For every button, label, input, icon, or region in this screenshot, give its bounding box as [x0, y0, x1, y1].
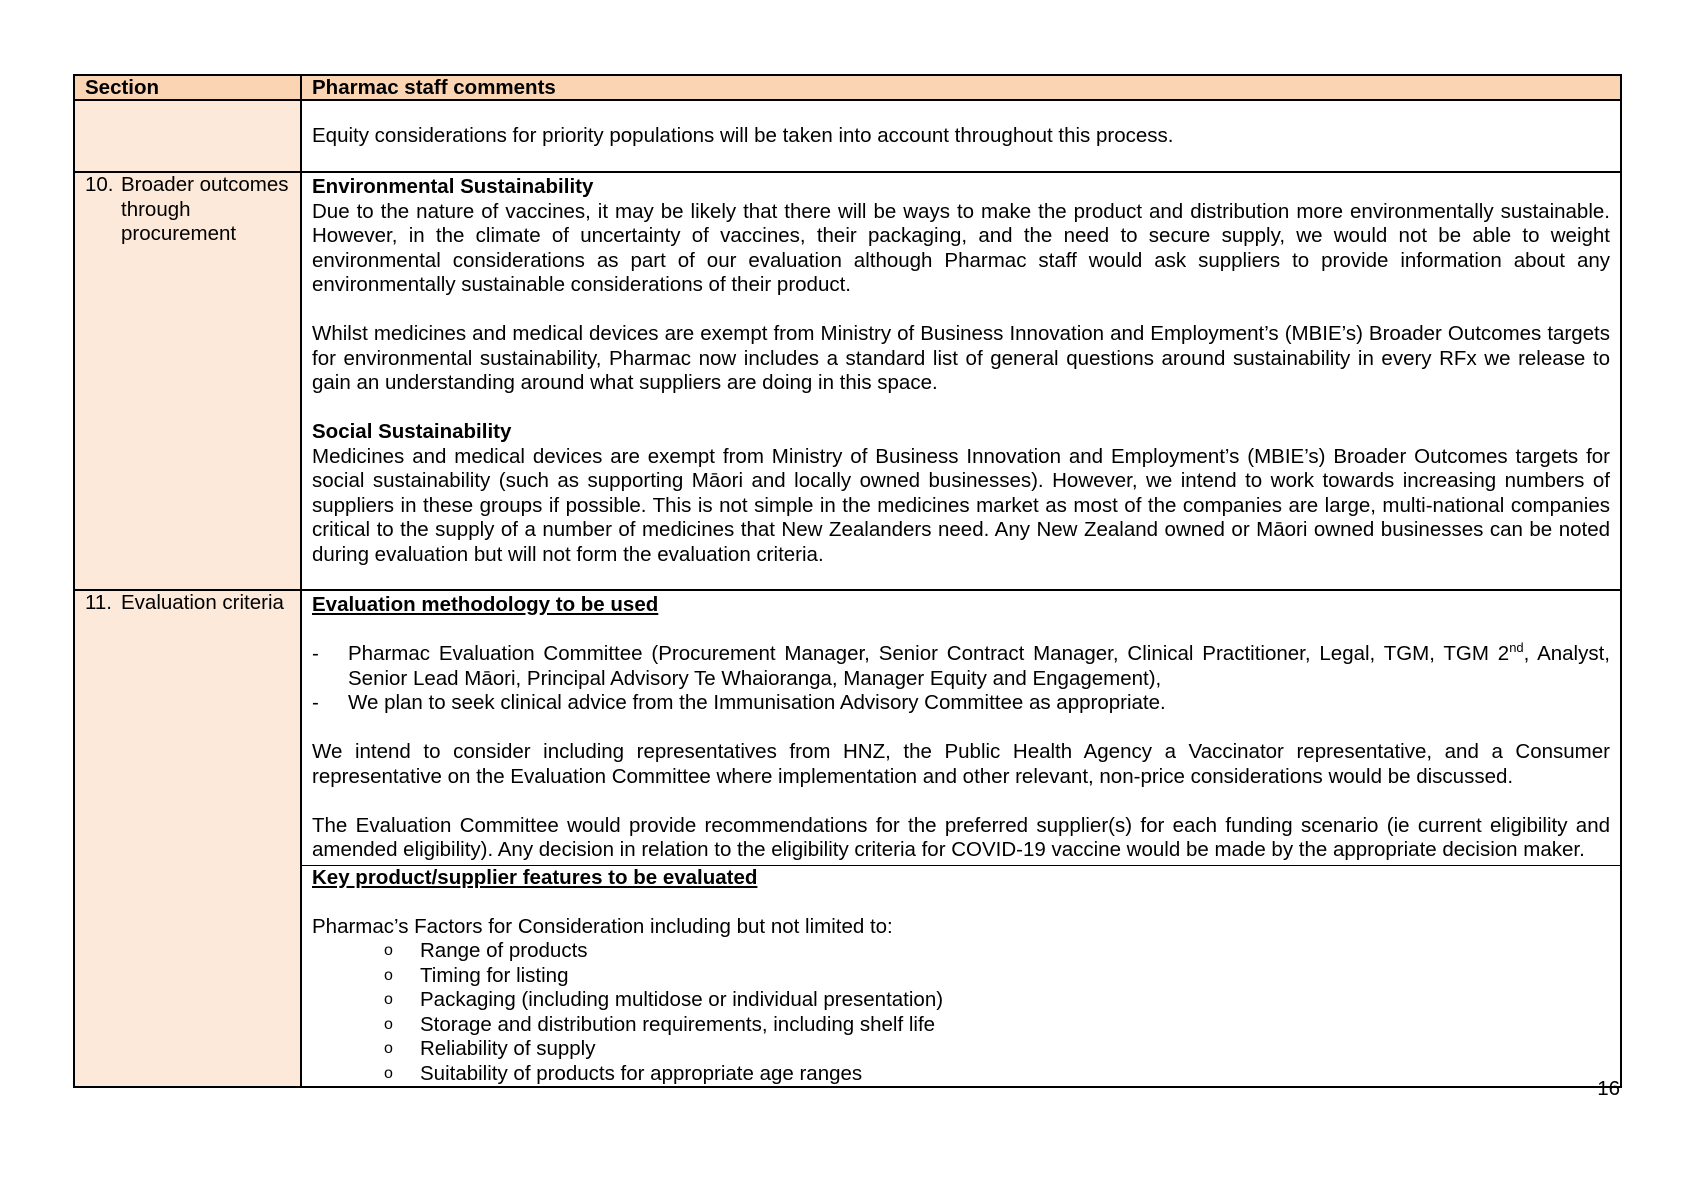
list-item — [384, 964, 1610, 989]
bullet-text: Pharmac Evaluation Committee (Procurement Manager, Senior Contract Manager, Clinical Practitioner, Legal, TGM, TGM 2 — [348, 642, 1510, 665]
features-list — [312, 939, 1610, 1086]
features-block — [302, 865, 1620, 1087]
section-cell-11 — [74, 590, 301, 1087]
env-paragraph-2: Whilst medicines and medical devices are exempt from Ministry of Business Innovation and Employment’s (MBIE’s) Broader Outcomes targets for environmental sustainability, Pharmac now includes a standard list of general questions around sustainability in every RFx we release to gain an understanding around what suppliers are doing in this space. — [312, 322, 1610, 394]
circle-bullet-icon: o — [384, 1040, 393, 1057]
header-section: Section — [74, 75, 301, 100]
features-intro: Pharmac’s Factors for Consideration including but not limited to: — [312, 914, 893, 938]
table-row-broader-outcomes — [74, 172, 1621, 590]
list-item — [312, 691, 1610, 716]
methodology-list — [312, 642, 1610, 716]
table-row-continuation — [74, 100, 1621, 172]
dash-bullet-icon: - — [312, 642, 319, 665]
comments-cell-continuation — [301, 100, 1621, 172]
comments-cell-10 — [301, 172, 1621, 590]
feature-text: Storage and distribution requirements, including shelf life — [420, 1012, 936, 1036]
circle-bullet-icon: o — [384, 942, 393, 959]
equity-text: Equity considerations for priority populations will be taken into account throughout this process. — [312, 123, 1174, 147]
methodology-heading: Evaluation methodology to be used — [312, 593, 659, 616]
section-number: 10. — [85, 173, 114, 196]
feature-text: Timing for listing — [420, 963, 569, 987]
circle-bullet-icon: o — [384, 966, 393, 984]
env-heading: Environmental Sustainability — [312, 175, 594, 198]
dash-bullet-icon: - — [312, 691, 319, 714]
list-item — [384, 1013, 1610, 1038]
list-item — [384, 1037, 1610, 1062]
table-header-row — [74, 75, 1621, 100]
list-item — [312, 642, 1610, 691]
methodology-block — [302, 591, 1620, 865]
table-row-evaluation-criteria — [74, 590, 1621, 1087]
env-paragraph-1: Due to the nature of vaccines, it may be likely that there will be ways to make the product and distribution more environmentally sustainable. However, in the climate of uncertainty of vaccines, their packaging, and the need to secure supply, we would not be able to weight environmental considerations as part of our evaluation although Pharmac staff would ask suppliers to provide information about any environmentally sustainable considerations of their product. — [312, 199, 1610, 296]
header-comments: Pharmac staff comments — [301, 75, 1621, 100]
circle-bullet-icon: o — [384, 1064, 393, 1082]
superscript: nd — [1509, 640, 1524, 656]
social-paragraph: Medicines and medical devices are exempt from Ministry of Business Innovation and Employment’s (MBIE’s) Broader Outcomes targets for social sustainability (such as supporting Māori and locally owned businesses). However, we intend to work towards increasing numbers of suppliers in these groups if possible. This is not simple in the medicines market as most of the companies are large, multi-national companies critical to the supply of a number of medicines that New Zealanders need. Any New Zealand owned or Māori owned businesses can be noted during evaluation but will not form the evaluation criteria. — [312, 444, 1610, 566]
feature-text: Packaging (including multidose or individual presentation) — [420, 988, 944, 1011]
bullet-text: , Analyst, Senior Lead Māori, Principal Advisory Te Whaioranga, Manager Equity and Engagement), — [348, 642, 1610, 690]
feature-text: Suitability of products for appropriate age ranges — [420, 1061, 863, 1085]
section-title: Evaluation criteria — [121, 591, 284, 614]
procurement-table — [73, 74, 1622, 1088]
feature-text: Range of products — [420, 939, 588, 962]
section-title: Broader outcomes through procurement — [121, 173, 289, 245]
list-item — [384, 988, 1610, 1013]
section-cell-10 — [74, 172, 301, 590]
methodology-paragraph-2: The Evaluation Committee would provide recommendations for the preferred supplier(s) for each funding scenario (ie current eligibility and amended eligibility). Any decision in relation to the eligibility criteria for COVID-19 vaccine would be made by the appropriate decision maker. — [312, 813, 1610, 861]
circle-bullet-icon: o — [384, 1015, 393, 1033]
circle-bullet-icon: o — [384, 991, 393, 1008]
comments-cell-11 — [301, 590, 1621, 1087]
page-number: 16 — [1597, 1077, 1620, 1100]
bullet-text: We plan to seek clinical advice from the Immunisation Advisory Committee as appropriate. — [348, 691, 1166, 714]
section-number: 11. — [85, 591, 112, 614]
list-item — [384, 939, 1610, 964]
features-heading: Key product/supplier features to be evaluated — [312, 865, 758, 889]
methodology-paragraph-1: We intend to consider including representatives from HNZ, the Public Health Agency a Vaccinator representative, and a Consumer representative on the Evaluation Committee where implementation and other relevant, non-price considerations would be discussed. — [312, 740, 1610, 788]
section-cell-empty — [74, 100, 301, 172]
social-heading: Social Sustainability — [312, 420, 512, 443]
feature-text: Reliability of supply — [420, 1037, 596, 1060]
list-item — [384, 1062, 1610, 1087]
